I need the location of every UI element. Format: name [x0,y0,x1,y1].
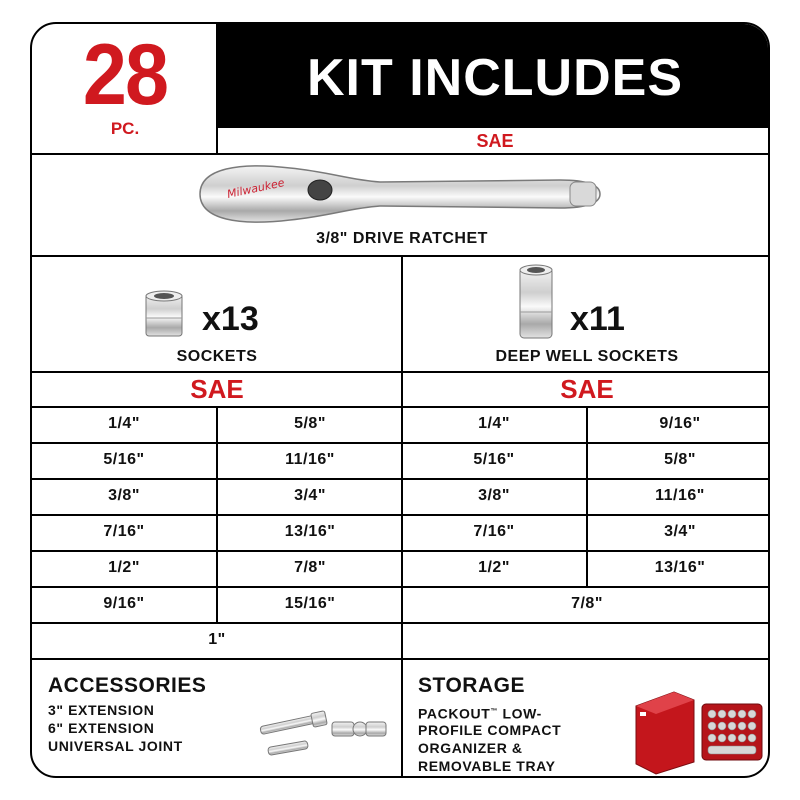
trademark: ™ [490,708,498,715]
table-line [401,658,403,778]
sockets-standard: SAE [190,374,244,404]
piece-count [32,24,218,154]
storage-line: ORGANIZER & [418,740,523,756]
accessories-title: ACCESSORIES [48,674,207,697]
socket-size: 1/4" [108,415,140,432]
piece-count-number: 28 [82,27,168,123]
accessories-image [254,684,394,764]
deep-socket-size: 3/4" [664,523,696,540]
organizer-image [632,684,766,776]
socket-quantity: x13 [202,300,259,338]
storage-line [418,703,542,723]
accessory-item: UNIVERSAL JOINT [48,738,183,754]
deep-socket-size: 1/2" [478,559,510,576]
deep-socket-size: 3/8" [478,487,510,504]
table-line [216,406,218,622]
deep-socket-quantity: x11 [570,300,625,338]
socket-size: 3/4" [294,487,326,504]
socket-size: 1" [208,631,226,648]
divider [32,153,770,155]
sockets-caption: SOCKETS [176,348,258,365]
accessory-item: 6" EXTENSION [48,720,155,736]
deep-sockets-caption: DEEP WELL SOCKETS [495,348,679,365]
storage-line: PROFILE COMPACT [418,722,562,738]
storage-line-rest: LOW- [498,705,542,722]
deep-socket-size: 1/4" [478,415,510,432]
socket-size: 7/16" [103,523,145,540]
banner-title: KIT INCLUDES [307,49,683,107]
socket-size: 7/8" [294,559,326,576]
socket-size: 15/16" [284,595,336,612]
storage-title: STORAGE [418,674,525,697]
ratchet-caption: 3/8" DRIVE RATCHET [316,230,488,247]
deep-socket-size: 5/8" [664,451,696,468]
deep-socket-size: 9/16" [659,415,701,432]
deep-socket-size: 13/16" [654,559,706,576]
accessory-item: 3" EXTENSION [48,702,155,718]
deep-socket-icon [516,262,556,342]
socket-size: 5/16" [103,451,145,468]
kit-includes-banner [218,24,770,128]
socket-size: 11/16" [285,451,335,468]
deep-socket-size: 5/16" [473,451,515,468]
divider [216,24,218,154]
ratchet-image [180,158,620,230]
deep-socket-size: 7/8" [571,595,603,612]
deep-socket-size: 11/16" [655,487,705,504]
socket-size: 5/8" [294,415,326,432]
kit-card [30,22,770,778]
deep-sockets-standard: SAE [560,374,614,404]
deep-socket-size: 7/16" [473,523,515,540]
piece-count-unit: PC. [110,119,140,138]
socket-size: 3/8" [108,487,140,504]
socket-size: 13/16" [284,523,336,540]
ratchet-brand: Milwaukee [225,176,286,201]
storage-brand: PACKOUT [418,705,491,722]
socket-icon [142,288,186,340]
socket-size: 1/2" [108,559,140,576]
standard-label: SAE [476,131,514,151]
socket-size: 9/16" [103,595,145,612]
storage-line: REMOVABLE TRAY [418,758,556,774]
